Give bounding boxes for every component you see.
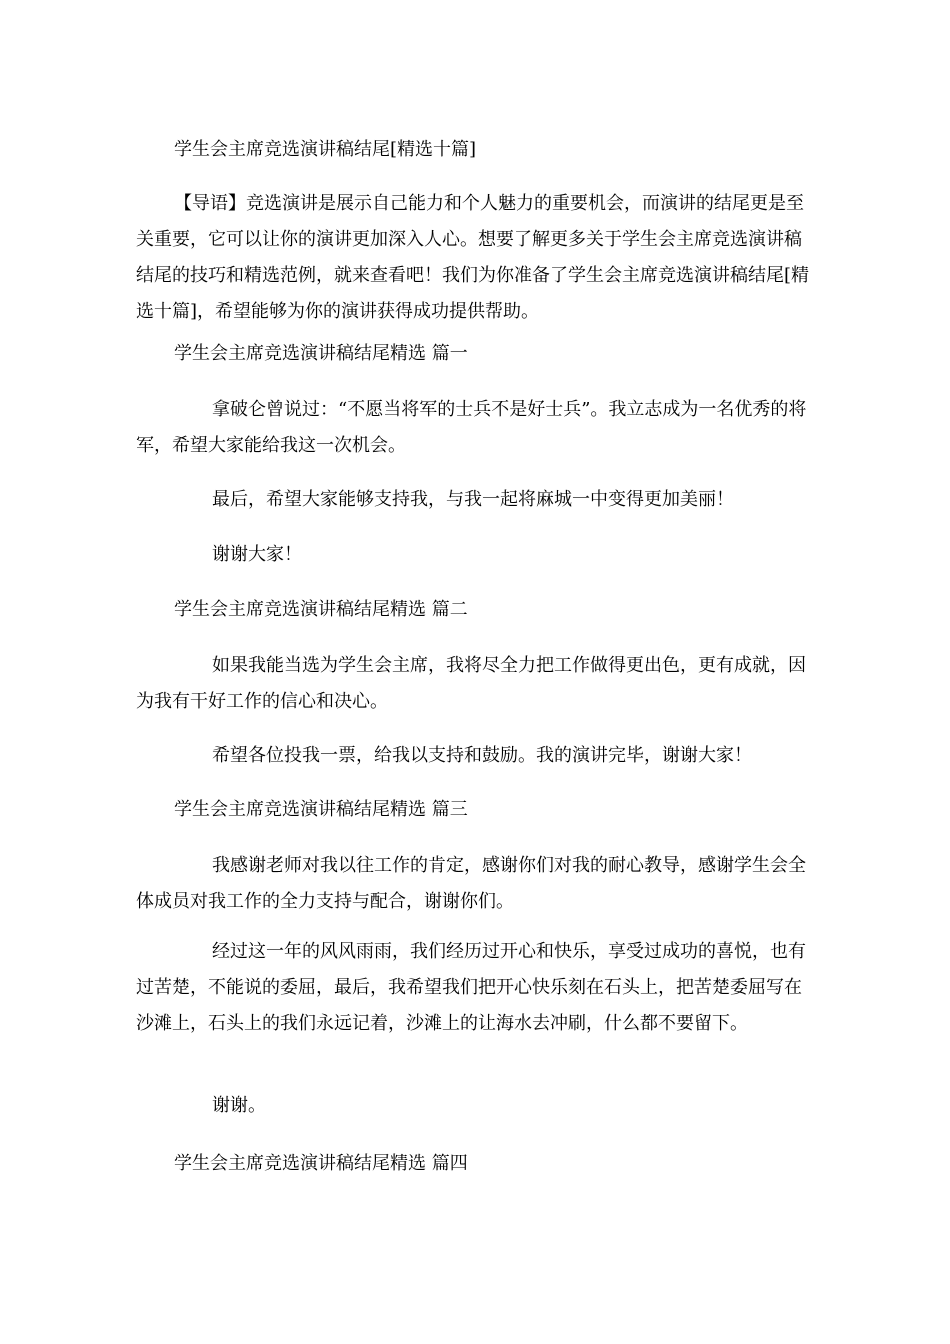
section-heading-1: 学生会主席竞选演讲稿结尾精选 篇一 xyxy=(174,343,468,364)
section-2-paragraph-2: 希望各位投我一票，给我以支持和鼓励。我的演讲完毕，谢谢大家！ xyxy=(212,745,752,766)
section-3-paragraph-3: 谢谢。 xyxy=(212,1095,266,1116)
section-1-paragraph-3: 谢谢大家！ xyxy=(212,544,302,565)
section-1-paragraph-1: 拿破仑曾说过：“不愿当将军的士兵不是好士兵”。我立志成为一名优秀的将军，希望大家能给我这一次机会。 xyxy=(136,399,807,456)
section-3-paragraph-2: 经过这一年的风风雨雨，我们经历过开心和快乐，享受过成功的喜悦，也有过苦楚，不能说的委屈，最后，我希望我们把开心快乐刻在石头上，把苦楚委屈写在沙滩上，石头上的我们永远记着，沙滩上的让海水去冲刷，什么都不要留下。 xyxy=(136,941,806,1034)
section-heading-2: 学生会主席竞选演讲稿结尾精选 篇二 xyxy=(174,599,468,620)
section-2-paragraph-1: 如果我能当选为学生会主席，我将尽全力把工作做得更出色，更有成就，因为我有干好工作的信心和决心。 xyxy=(136,655,806,712)
section-heading-3: 学生会主席竞选演讲稿结尾精选 篇三 xyxy=(174,799,468,820)
document-title: 学生会主席竞选演讲稿结尾[精选十篇] xyxy=(174,139,477,160)
section-1-paragraph-2: 最后，希望大家能够支持我，与我一起将麻城一中变得更加美丽！ xyxy=(212,489,734,510)
section-3-paragraph-1: 我感谢老师对我以往工作的肯定，感谢你们对我的耐心教导，感谢学生会全体成员对我工作的全力支持与配合，谢谢你们。 xyxy=(136,855,806,912)
section-heading-4: 学生会主席竞选演讲稿结尾精选 篇四 xyxy=(174,1153,468,1174)
intro-paragraph: 【导语】竞选演讲是展示自己能力和个人魅力的重要机会，而演讲的结尾更是至关重要，它可以让你的演讲更加深入人心。想要了解更多关于学生会主席竞选演讲稿结尾的技巧和精选范例，就来查看吧！我们为你准备了学生会主席竞选演讲稿结尾[精选十篇]，希望能够为你的演讲获得成功提供帮助。 xyxy=(136,193,810,322)
